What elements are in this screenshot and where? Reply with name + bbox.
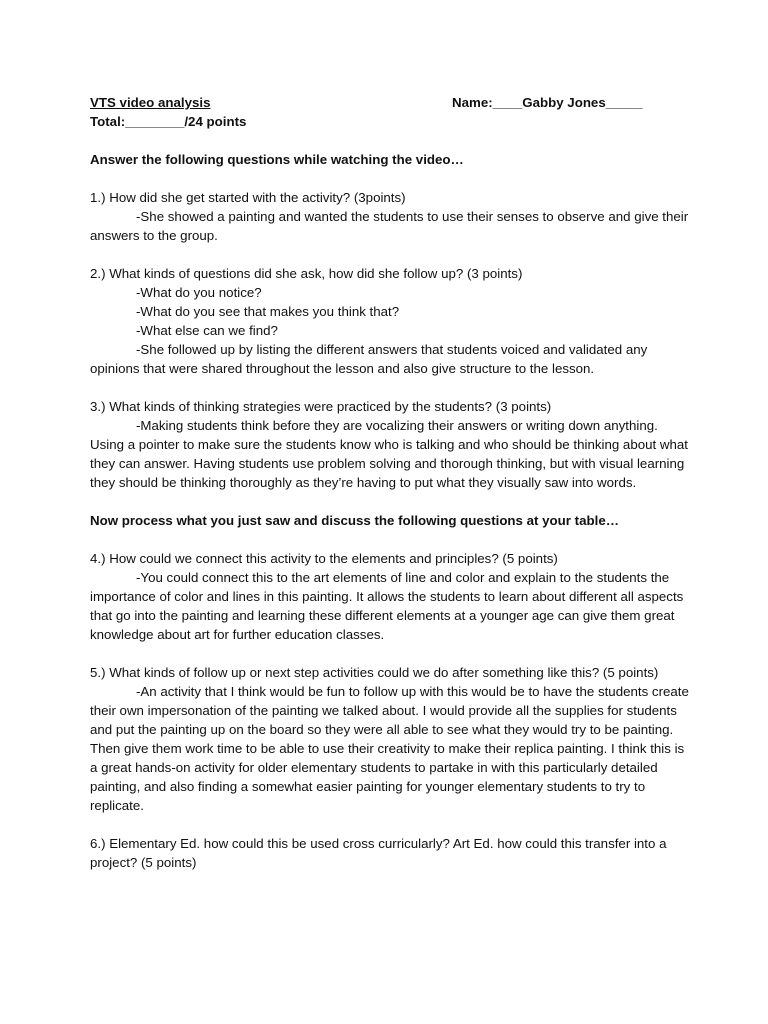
question-1: 1.) How did she get started with the activity? (3points) [90,190,406,205]
answer-5: -An activity that I think would be fun to follow up with this would be to have the students create their own impersonation of the painting we talked about. I would provide all the supplies for students and put the painting up on the board so they were all able to see what they would try to be painting. Then give them work time to be able to use their creativity to make their replica painting. I think this is a great hands-on activity for older elementary students to partake in with this particularly detailed painting, and also finding a somewhat easier painting for younger elementary students to try to replicate. [90,684,689,813]
answer-2: -She followed up by listing the different answers that students voiced and validated any opinions that were shared throughout the lesson and also give structure to the lesson. [90,342,648,376]
document-title: VTS video analysis [90,95,211,110]
answer-2-line-3: -What else can we find? [136,323,278,338]
name-field: Name:____Gabby Jones_____ [452,95,643,110]
question-2: 2.) What kinds of questions did she ask, how did she follow up? (3 points) [90,266,523,281]
answer-2-line-2: -What do you see that makes you think that? [136,304,400,319]
answer-4: -You could connect this to the art elements of line and color and explain to the students the importance of color and lines in this painting. It allows the students to learn about different all aspects that go into the painting and learning these different elements at a younger age can give them great knowledge about art for further education classes. [90,570,684,642]
question-3: 3.) What kinds of thinking strategies were practiced by the students? (3 points) [90,399,552,414]
header [90,93,690,131]
instructions-watching: Answer the following questions while watching the video… [90,152,464,167]
document-page [90,93,690,872]
question-5: 5.) What kinds of follow up or next step activities could we do after something like this? (5 points) [90,665,659,680]
answer-1: -She showed a painting and wanted the students to use their senses to observe and give their answers to the group. [90,209,689,243]
question-4: 4.) How could we connect this activity to the elements and principles? (5 points) [90,551,558,566]
instructions-discuss: Now process what you just saw and discuss the following questions at your table… [90,513,620,528]
answer-3: -Making students think before they are vocalizing their answers or writing down anything. Using a pointer to make sure the students know who is talking and who should be thinking about what they can answer. Having students use problem solving and thorough thinking, but with visual learning they should be thinking thoroughly as they’re having to put what they visually saw into words. [90,418,688,490]
question-6: 6.) Elementary Ed. how could this be used cross curricularly? Art Ed. how could this transfer into a project? (5 points) [90,836,667,870]
total-field: Total:________/24 points [90,114,247,129]
answer-2-line-1: -What do you notice? [136,285,262,300]
